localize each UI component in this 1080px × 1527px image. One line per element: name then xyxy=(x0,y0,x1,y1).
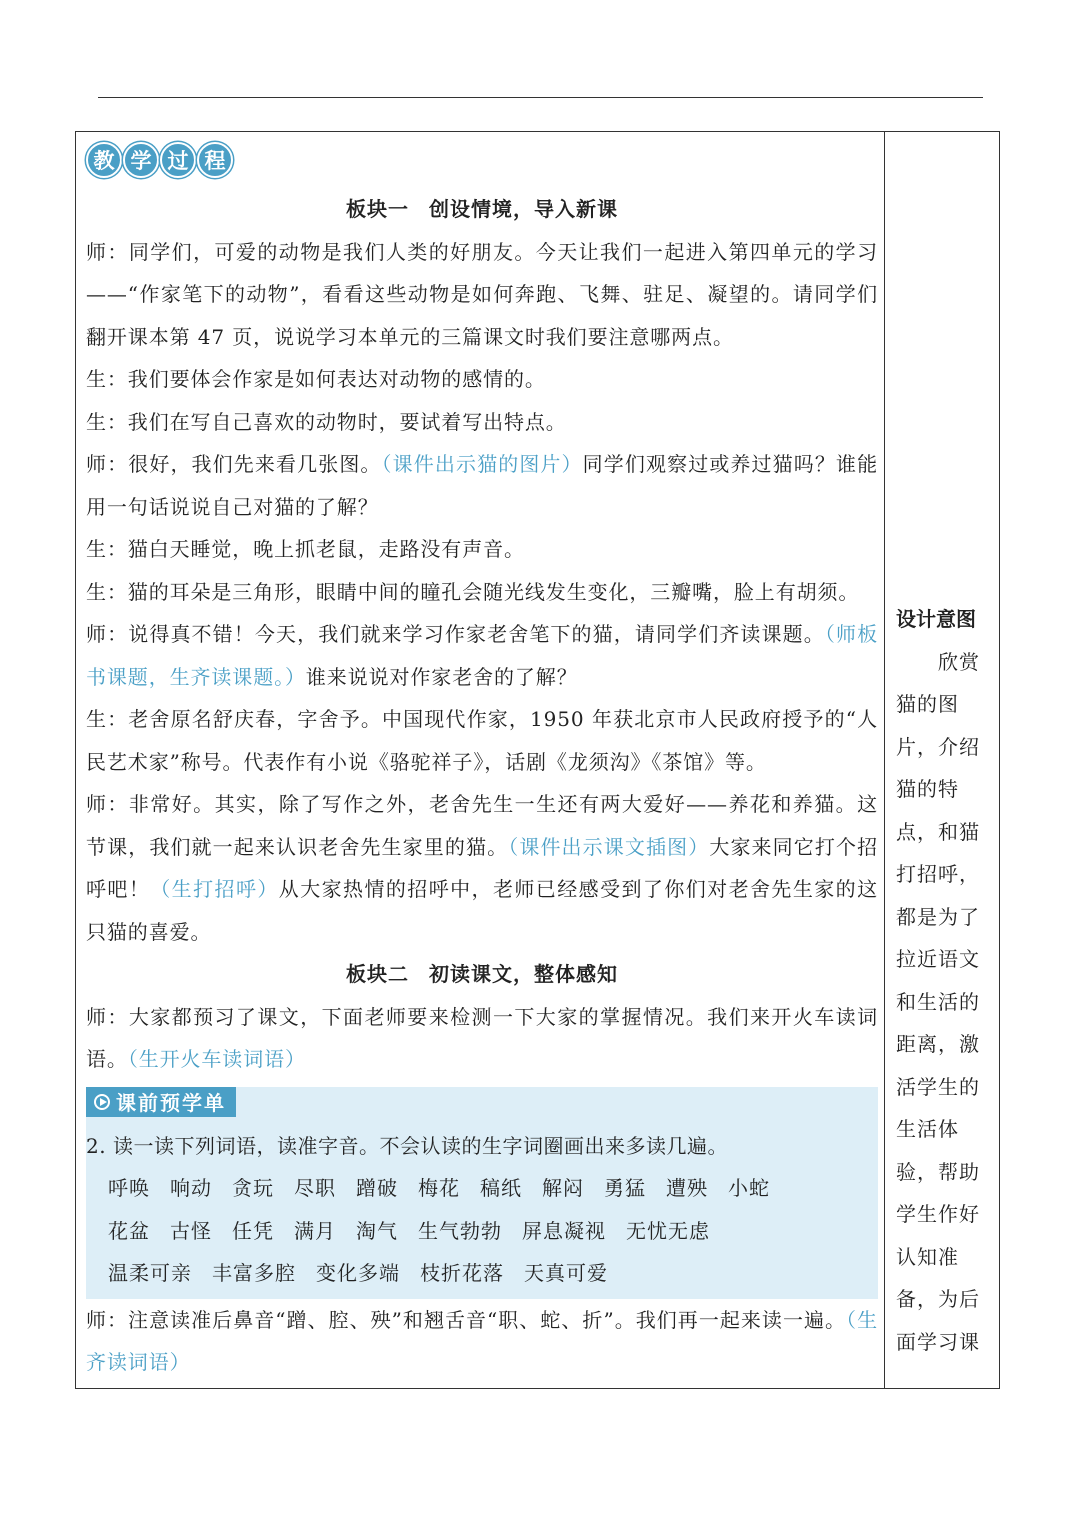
block-one-title: 板块一 创设情境，导入新课 xyxy=(346,197,618,221)
vocab-word: 呼唤 xyxy=(108,1176,150,1200)
vocab-word: 贪玩 xyxy=(232,1176,274,1200)
stage-note: （生齐读词语） xyxy=(86,1307,878,1374)
play-circle-icon xyxy=(94,1094,110,1110)
stage-note: （师板书课题，生齐读课题。） xyxy=(86,622,878,689)
badge-char: 教 xyxy=(86,142,122,178)
vocab-word: 丰富多腔 xyxy=(212,1261,296,1285)
vocab-word: 花盆 xyxy=(108,1218,150,1243)
word-row xyxy=(86,1167,878,1210)
vocab-word: 满月 xyxy=(294,1218,336,1243)
vocab-word: 勇猛 xyxy=(604,1176,646,1200)
vocab-word: 解闷 xyxy=(542,1176,584,1200)
worksheet-instruction: 2. 读一读下列词语，读准字音。不会认读的生字词圈画出来多读几遍。 xyxy=(86,1133,728,1158)
paragraph: 师：非常好。其实，除了写作之外，老舍先生一生还有两大爱好——养花和养猫。这节课，我们就一起来认识老舍先生家里的猫。（课件出示课文插图）大家来同它打个招呼吧！（生打招呼）从大家热情的招呼中，老师已经感受到了你们对老舍先生家的这只猫的喜爱。 xyxy=(86,792,879,944)
block-two-title: 板块二 初读课文，整体感知 xyxy=(346,962,618,986)
vocab-word: 蹭破 xyxy=(356,1176,398,1200)
vocab-word: 响动 xyxy=(170,1176,212,1200)
paragraph: 生：老舍原名舒庆春，字舍予。中国现代作家，1950 年获北京市人民政府授予的“人民艺术家”称号。代表作有小说《骆驼祥子》，话剧《龙须沟》《茶馆》等。 xyxy=(86,707,878,774)
vocab-word: 古怪 xyxy=(170,1218,212,1243)
paragraph: 师：说得真不错！今天，我们就来学习作家老舍笔下的猫，请同学们齐读课题。（师板书课题，生齐读课题。）谁来说说对作家老舍的了解？ xyxy=(86,622,878,689)
preview-worksheet-panel xyxy=(86,1087,878,1299)
paragraph: 师：很好，我们先来看几张图。（课件出示猫的图片）同学们观察过或养过猫吗？谁能用一句话说说自己对猫的了解？ xyxy=(86,452,878,519)
vocab-word: 无忧无虑 xyxy=(626,1218,710,1243)
header-rule xyxy=(98,97,983,98)
vocab-word: 枝折花落 xyxy=(420,1261,504,1285)
vocab-word: 梅花 xyxy=(418,1176,460,1200)
badge-char: 程 xyxy=(197,142,233,178)
design-intent-text: 欣赏猫的图片，介绍猫的特点，和猫打招呼，都是为了拉近语文和生活的距离，激活学生的生活体验，帮助学生作好认知准备，为后面学习课 xyxy=(896,649,980,1354)
paragraph: 师：同学们，可爱的动物是我们人类的好朋友。今天让我们一起进入第四单元的学习——“作家笔下的动物”，看看这些动物是如何奔跑、飞舞、驻足、凝望的。请同学们翻开课本第 47 页，说说学习本单元的三篇课文时我们要注意哪两点。 xyxy=(86,239,878,349)
vocab-word: 屏息凝视 xyxy=(522,1218,606,1243)
paragraph: 生：我们在写自己喜欢的动物时，要试着写出特点。 xyxy=(86,409,567,434)
lesson-process-column xyxy=(86,140,878,1384)
stage-note: （生打招呼） xyxy=(150,877,279,901)
vocab-word: 生气勃勃 xyxy=(418,1218,502,1243)
column-divider xyxy=(884,131,885,1389)
vocab-word: 遭殃 xyxy=(666,1176,708,1200)
vocab-word: 稿纸 xyxy=(480,1176,522,1200)
design-intent-column xyxy=(896,598,988,1363)
stage-note: （课件出示课文插图） xyxy=(508,834,710,859)
design-intent-heading: 设计意图 xyxy=(896,607,976,631)
badge-char: 过 xyxy=(160,142,196,178)
paragraph: 师：大家都预习了课文，下面老师要来检测一下大家的掌握情况。我们来开火车读词语。（生开火车读词语） xyxy=(86,1004,878,1071)
word-row xyxy=(86,1210,878,1253)
paragraph: 生：猫的耳朵是三角形，眼睛中间的瞳孔会随光线发生变化，三瓣嘴，脸上有胡须。 xyxy=(86,579,860,604)
vocab-word: 小蛇 xyxy=(728,1176,770,1200)
stage-note: （课件出示猫的图片） xyxy=(381,452,583,476)
vocab-word: 尽职 xyxy=(294,1176,336,1200)
vocab-word: 温柔可亲 xyxy=(108,1261,192,1285)
vocab-word: 变化多端 xyxy=(316,1261,400,1285)
vocab-word: 淘气 xyxy=(356,1218,398,1243)
paragraph: 生：猫白天睡觉，晚上抓老鼠，走路没有声音。 xyxy=(86,537,525,561)
stage-note: （生开火车读词语） xyxy=(127,1047,306,1071)
vocab-word: 任凭 xyxy=(232,1218,274,1243)
badge-char: 学 xyxy=(123,142,159,178)
preview-worksheet-tab: 课前预学单 xyxy=(86,1087,236,1117)
paragraph: 师：注意读准后鼻音“蹭、腔、殃”和翘舌音“职、蛇、折”。我们再一起来读一遍。（生齐读词语） xyxy=(86,1307,878,1374)
paragraph: 生：我们要体会作家是如何表达对动物的感情的。 xyxy=(86,367,546,391)
section-badge xyxy=(86,142,878,182)
vocab-word: 天真可爱 xyxy=(524,1261,608,1285)
word-row xyxy=(86,1252,878,1295)
